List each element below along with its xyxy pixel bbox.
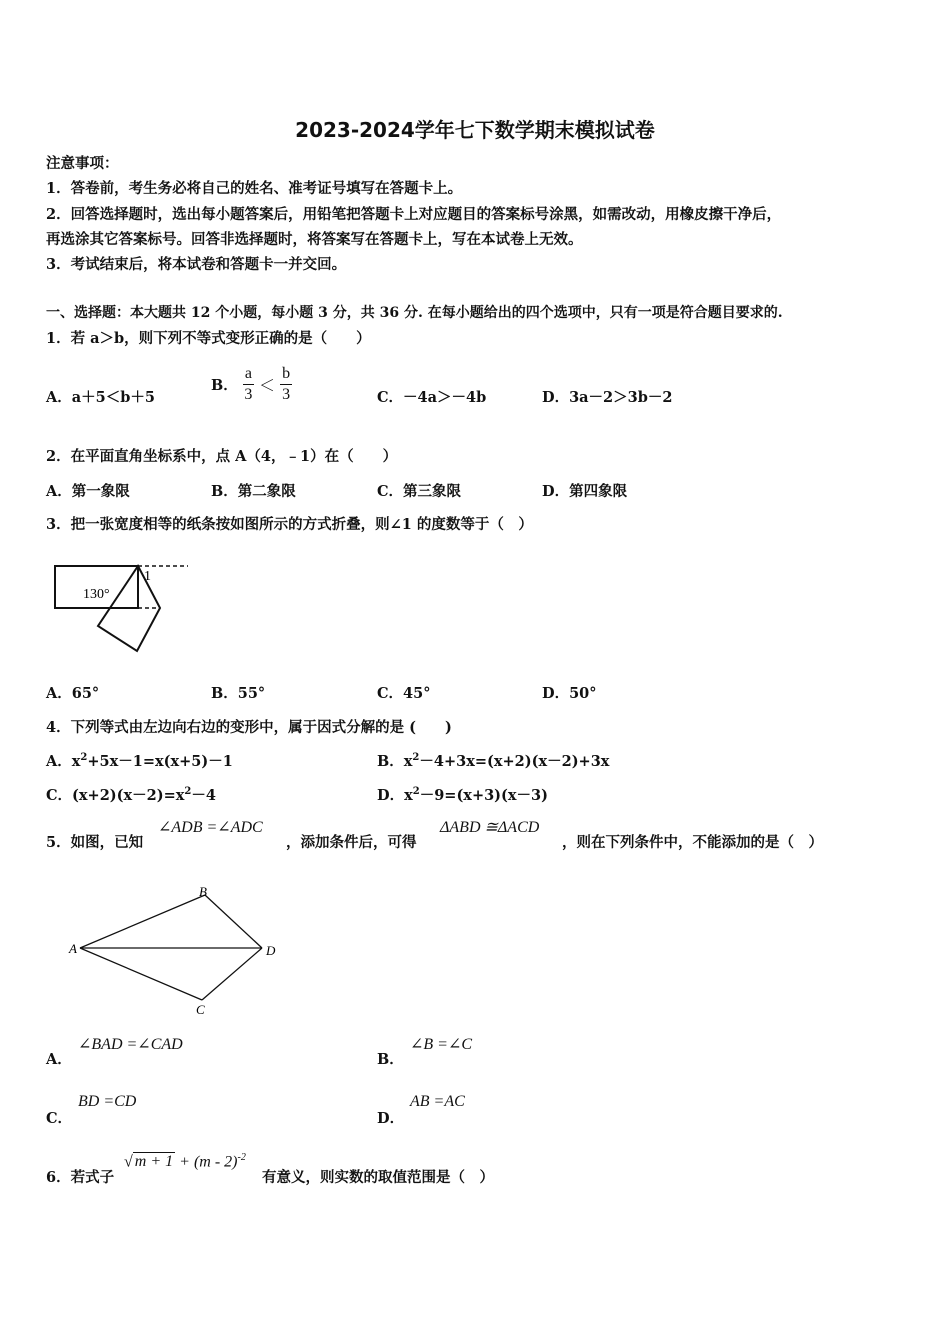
q4-c-pre: C．(x+2)(x－2)=x	[46, 787, 185, 804]
q4-d-pre: D．x	[377, 787, 413, 804]
q6-exponent: -2	[237, 1152, 246, 1163]
q4-a-sup: 2	[80, 752, 88, 764]
q2-option-b: B．第二象限	[211, 483, 296, 500]
q4-d-sup: 2	[412, 786, 420, 798]
q6-stem-part2: 有意义，则实数的取值范围是（ ）	[262, 1169, 494, 1186]
section-heading: 一、选择题：本大题共 12 个小题，每小题 3 分，共 36 分. 在每小题给出的四个选项中，只有一项是符合题目要求的.	[46, 305, 783, 321]
q2-option-d: D．第四象限	[542, 483, 628, 500]
q5-option-a-label: A．	[46, 1051, 72, 1068]
q5-option-d-label: D．	[377, 1110, 405, 1127]
fraction-b-over-3	[280, 364, 292, 405]
q3-option-d: D．50°	[542, 685, 597, 702]
q6-expr-rest: + (m - 2)	[179, 1153, 238, 1171]
notice-item-1: 1．答卷前，考生务必将自己的姓名、准考证号填写在答题卡上。	[46, 180, 463, 197]
q4-c-post: －4	[191, 787, 216, 804]
angle-label-1: 1	[144, 569, 151, 584]
fraction-num: a	[243, 364, 254, 385]
notice-item-2-line2: 再选涂其它答案标号。回答非选择题时，将答案写在答题卡上，写在本试卷上无效。	[46, 231, 583, 248]
q5-condition-congruent: ΔABD ≅ΔACD	[440, 819, 540, 836]
sqrt-icon: √	[124, 1153, 133, 1171]
q5-option-a-math: ∠BAD =∠CAD	[78, 1036, 183, 1053]
q2-stem: 2．在平面直角坐标系中，点 A（4，﹣1）在（ ）	[46, 448, 398, 465]
page-title: 2023-2024学年七下数学期末模拟试卷	[295, 118, 655, 142]
q5-option-b-label: B．	[377, 1051, 404, 1068]
q1-option-a: A．a＋5＜b＋5	[46, 389, 155, 406]
q4-c-sup: 2	[184, 786, 192, 798]
q4-d-post: －9=(x+3)(x－3)	[419, 787, 549, 804]
q3-option-a: A．65°	[46, 685, 100, 702]
q4-b-post: －4+3x=(x+2)(x－2)+3x	[419, 753, 610, 770]
fraction-den: 3	[282, 386, 291, 403]
q5-condition-angle: ∠ADB =∠ADC	[158, 819, 263, 836]
q4-b-pre: B．x	[377, 753, 413, 770]
q6-stem-part1: 6．若式子	[46, 1169, 115, 1186]
q2-option-a: A．第一象限	[46, 483, 130, 500]
point-c-label: C	[196, 1002, 205, 1017]
fraction-a-over-3	[243, 364, 254, 405]
q1-option-d: D．3a－2＞3b－2	[542, 389, 673, 406]
angle-label-130: 130°	[83, 587, 110, 602]
point-b-label: B	[199, 884, 207, 899]
folded-strip-figure	[50, 558, 195, 658]
q5-stem-part1: 5．如图，已知	[46, 834, 144, 851]
q4-a-post: +5x－1=x(x+5)－1	[87, 753, 233, 770]
point-d-label: D	[266, 943, 276, 958]
q5-option-c-math: BD =CD	[78, 1093, 137, 1110]
q4-option-d	[377, 784, 548, 805]
q4-stem: 4．下列等式由左边向右边的变形中，属于因式分解的是 ( )	[46, 719, 452, 736]
q6-radicand: m + 1	[134, 1153, 174, 1171]
q4-option-c	[46, 784, 216, 805]
point-a-label: A	[69, 941, 77, 956]
q1-stem: 1．若 a＞b，则下列不等式变形正确的是（ ）	[46, 330, 371, 347]
q3-stem: 3．把一张宽度相等的纸条按如图所示的方式折叠，则∠1 的度数等于（ ）	[46, 516, 533, 533]
q5-stem-part3: ，则在下列条件中，不能添加的是（ ）	[562, 834, 823, 851]
notice-item-2-line1: 2．回答选择题时，选出每小题答案后，用铅笔把答题卡上对应题目的答案标号涂黑，如需改动，用橡皮擦干净后，	[46, 206, 782, 223]
q4-option-a	[46, 750, 233, 771]
q6-expression	[124, 1152, 246, 1171]
q4-option-b	[377, 750, 609, 771]
q5-option-d-math: AB =AC	[410, 1093, 465, 1110]
q4-b-sup: 2	[412, 752, 420, 764]
notice-heading: 注意事项：	[46, 155, 119, 172]
q3-option-c: C．45°	[377, 685, 431, 702]
less-than-sign: ＜	[259, 376, 276, 395]
q1-option-c: C．－4a＞－4b	[377, 389, 487, 406]
q4-a-pre: A．x	[46, 753, 81, 770]
fraction-num: b	[280, 364, 292, 385]
q1-option-b-label: B．	[211, 377, 238, 394]
fraction-den: 3	[244, 386, 253, 403]
q5-option-b-math: ∠B =∠C	[410, 1036, 473, 1053]
q5-stem-part2: ，添加条件后，可得	[286, 834, 417, 851]
q5-option-c-label: C．	[46, 1110, 73, 1127]
q1-option-b	[211, 364, 292, 405]
q3-option-b: B．55°	[211, 685, 266, 702]
notice-item-3: 3．考试结束后，将本试卷和答题卡一并交回。	[46, 256, 347, 273]
q2-option-c: C．第三象限	[377, 483, 462, 500]
quadrilateral-abcd-figure	[62, 880, 287, 1020]
